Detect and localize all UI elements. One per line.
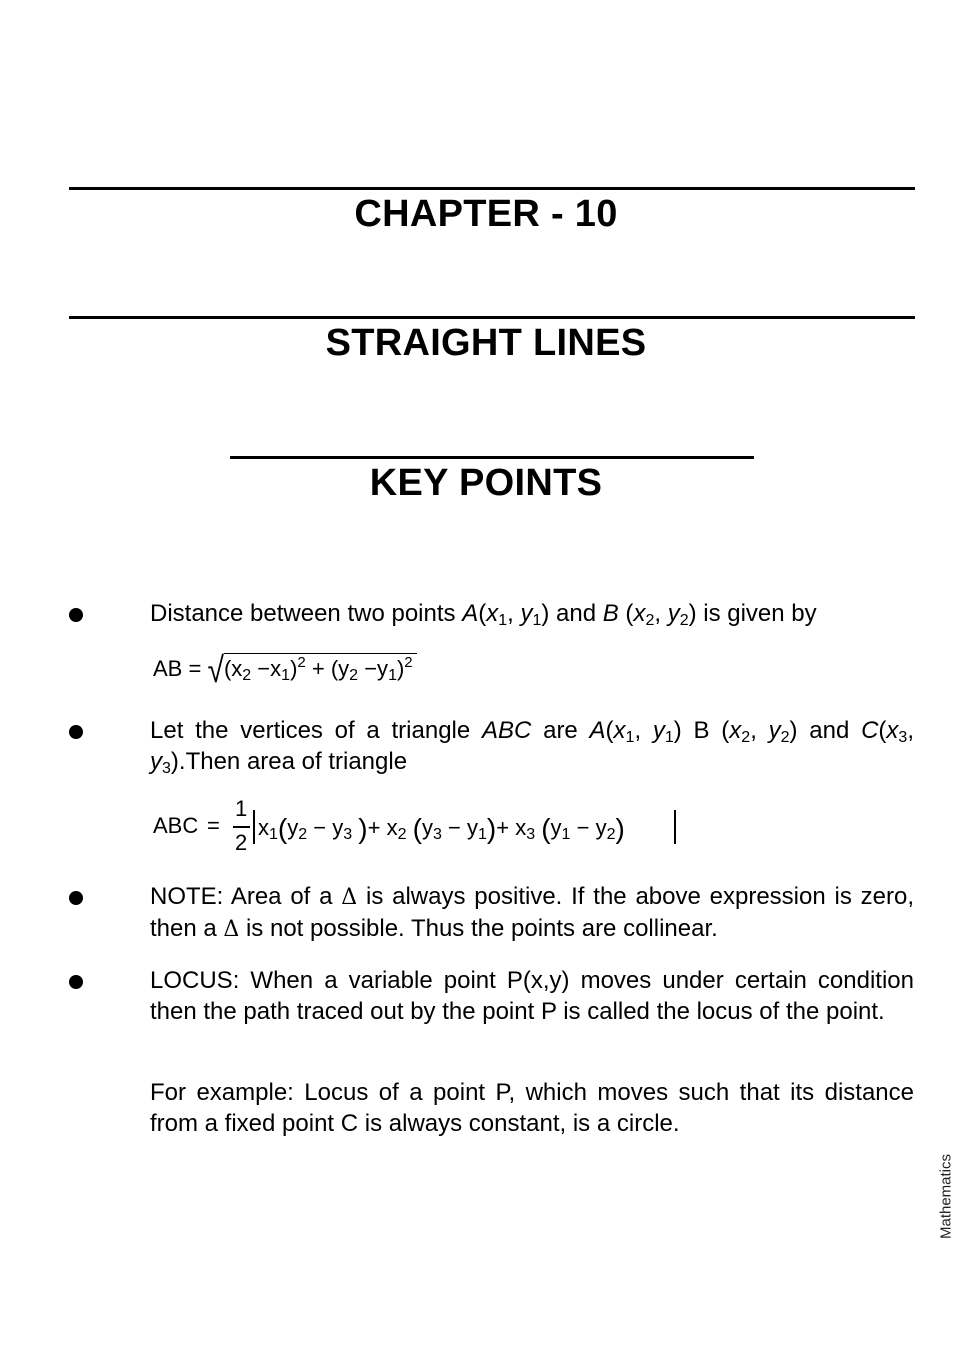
top-rule — [69, 187, 915, 190]
bullet-marker — [69, 975, 83, 989]
section-rule — [230, 456, 754, 459]
delta-symbol: Δ — [223, 917, 240, 942]
note-paragraph: NOTE: Area of a Δ is always positive. If the above expression is zero, then a Δ is not possible. Thus the points are collinear. — [150, 883, 914, 942]
middle-rule — [69, 316, 915, 319]
fraction-numerator: 1 — [235, 796, 248, 821]
bullet-marker — [69, 608, 83, 622]
delta-symbol: Δ — [341, 885, 358, 910]
chapter-number: CHAPTER - 10 — [354, 193, 618, 235]
distance-formula: AB = $√(x_2 -x_1)^2 + (y_2 -y_1)^2$ — [153, 654, 417, 688]
abs-bar-left — [253, 810, 255, 844]
chapter-title: STRAIGHT LINES — [325, 322, 647, 364]
area-expression: $x_1(y_2 - y_3$ )+ $x_2$ $(y_3 - y_1)+ x_3$ $(y_1 - y_2)$ — [258, 813, 625, 844]
bullet-marker — [69, 725, 83, 739]
locus-paragraph: LOCUS: When a variable point P(x,y) moves under certain condition then the path traced out by the point P is called the locus of the point. — [150, 967, 914, 1025]
fraction-bar — [233, 826, 250, 828]
margin-note: Mathematics — [937, 1153, 955, 1240]
abs-bar-right — [674, 810, 676, 844]
sqrt-sign: √ — [207, 650, 224, 691]
section-title: KEY POINTS — [369, 462, 603, 504]
fraction-denominator: 2 — [235, 830, 248, 855]
triangle-paragraph: Let the vertices of a triangle ABC are $A(x_1$, $y_1$) B ($x_2$, $y_2$) and $C(x_3$, $y_3).Then$ area of triangle — [150, 717, 914, 777]
bullet-marker — [69, 891, 83, 905]
radicand: $(x_2 -x_1)^2 + (y_2 -y_1)^2$ — [224, 653, 417, 681]
example-paragraph: For example: Locus of a point P, which moves such that its distance from a fixed point C is always constant, is a circle. — [150, 1079, 914, 1137]
distance-paragraph: Distance between two points $A(x_1$, $y_1$) and B ($x_2$, $y_2$) is given by — [150, 600, 817, 629]
